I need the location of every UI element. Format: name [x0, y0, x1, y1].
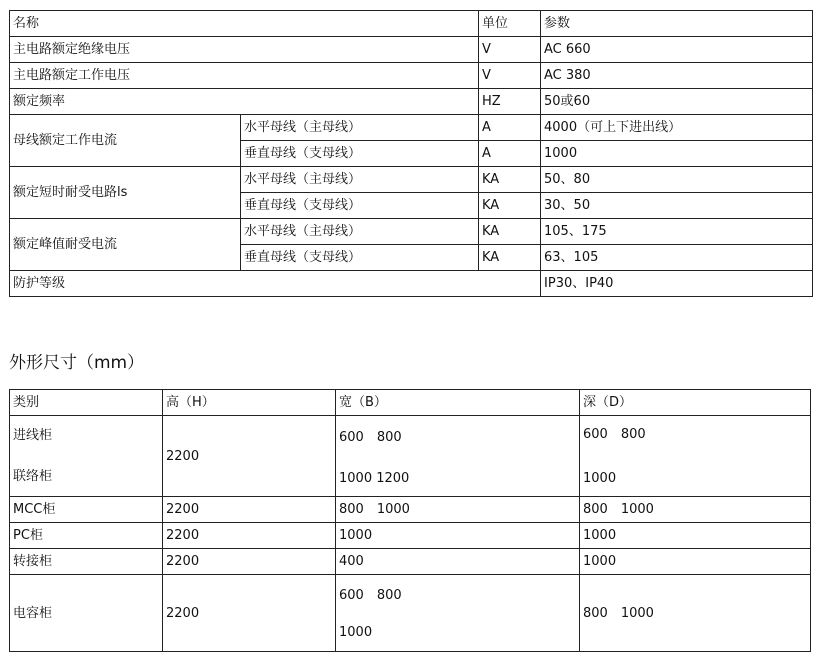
height-value: 2200 — [163, 523, 336, 549]
table-row — [10, 37, 813, 63]
table-row — [10, 271, 813, 297]
type-label: MCC柜 — [10, 497, 163, 523]
param-value: AC 660 — [541, 37, 813, 63]
table-row — [10, 549, 811, 575]
header-param: 参数 — [541, 11, 813, 37]
width-cell — [336, 416, 580, 497]
table-row — [10, 416, 811, 497]
param-value: 50、80 — [541, 167, 813, 193]
param-value: 105、175 — [541, 219, 813, 245]
param-unit: KA — [479, 219, 541, 245]
table-row — [10, 115, 813, 141]
table-row — [10, 89, 813, 115]
group-name: 额定峰值耐受电流 — [10, 219, 241, 271]
header-name: 名称 — [10, 11, 479, 37]
param-name: 主电路额定工作电压 — [10, 63, 479, 89]
dims-header-row — [10, 390, 811, 416]
dimensions-table — [9, 389, 811, 652]
param-unit: KA — [479, 167, 541, 193]
parameters-table — [9, 10, 813, 297]
type-label: 电容柜 — [10, 575, 163, 652]
group-name: 额定短时耐受电路ls — [10, 167, 241, 219]
group-name: 母线额定工作电流 — [10, 115, 241, 167]
header-depth: 深（D） — [580, 390, 811, 416]
depth-value: 1000 — [583, 471, 617, 486]
param-value: IP30、IP40 — [541, 271, 813, 297]
param-value: 30、50 — [541, 193, 813, 219]
width-value: 400 — [336, 549, 580, 575]
param-name: 防护等级 — [10, 271, 541, 297]
group-sub: 水平母线（主母线） — [241, 219, 479, 245]
depth-cell — [580, 416, 811, 497]
depth-value: 1000 — [580, 523, 811, 549]
group-sub: 垂直母线（支母线） — [241, 245, 479, 271]
height-cell: 2200 — [163, 416, 336, 497]
param-unit: A — [479, 141, 541, 167]
width-value: 1000 — [336, 523, 580, 549]
param-value: 4000（可上下进出线） — [541, 115, 813, 141]
param-unit: A — [479, 115, 541, 141]
depth-value: 600 800 — [583, 427, 646, 442]
param-unit: KA — [479, 245, 541, 271]
height-value: 2200 — [163, 575, 336, 652]
group-sub: 垂直母线（支母线） — [241, 141, 479, 167]
width-value: 1000 — [339, 625, 373, 640]
param-name: 主电路额定绝缘电压 — [10, 37, 479, 63]
header-type: 类别 — [10, 390, 163, 416]
table-row — [10, 497, 811, 523]
table-row — [10, 63, 813, 89]
depth-value: 800 1000 — [580, 497, 811, 523]
header-unit: 单位 — [479, 11, 541, 37]
depth-value: 1000 — [580, 549, 811, 575]
table-row — [10, 575, 811, 652]
type-label: PC柜 — [10, 523, 163, 549]
type-label: 转接柜 — [10, 549, 163, 575]
height-value: 2200 — [163, 497, 336, 523]
param-value: AC 380 — [541, 63, 813, 89]
header-width: 宽（B） — [336, 390, 580, 416]
param-value: 63、105 — [541, 245, 813, 271]
param-unit: KA — [479, 193, 541, 219]
type-label: 进线柜 — [13, 428, 53, 443]
group-sub: 水平母线（主母线） — [241, 167, 479, 193]
table-row — [10, 523, 811, 549]
width-value: 600 800 — [339, 430, 402, 445]
group-sub: 水平母线（主母线） — [241, 115, 479, 141]
width-cell — [336, 575, 580, 652]
section-title: 外形尺寸（mm） — [9, 353, 145, 373]
table-row — [10, 167, 813, 193]
width-value: 1000 1200 — [339, 471, 410, 486]
param-unit: HZ — [479, 89, 541, 115]
depth-value: 800 1000 — [580, 575, 811, 652]
width-value: 600 800 — [339, 588, 402, 603]
type-cell — [10, 416, 163, 497]
param-unit: V — [479, 37, 541, 63]
param-unit: V — [479, 63, 541, 89]
width-value: 800 1000 — [336, 497, 580, 523]
param-value: 50或60 — [541, 89, 813, 115]
type-label: 联络柜 — [13, 469, 53, 484]
header-height: 高（H） — [163, 390, 336, 416]
table-row — [10, 219, 813, 245]
params-header-row — [10, 11, 813, 37]
group-sub: 垂直母线（支母线） — [241, 193, 479, 219]
height-value: 2200 — [163, 549, 336, 575]
param-value: 1000 — [541, 141, 813, 167]
param-name: 额定频率 — [10, 89, 479, 115]
